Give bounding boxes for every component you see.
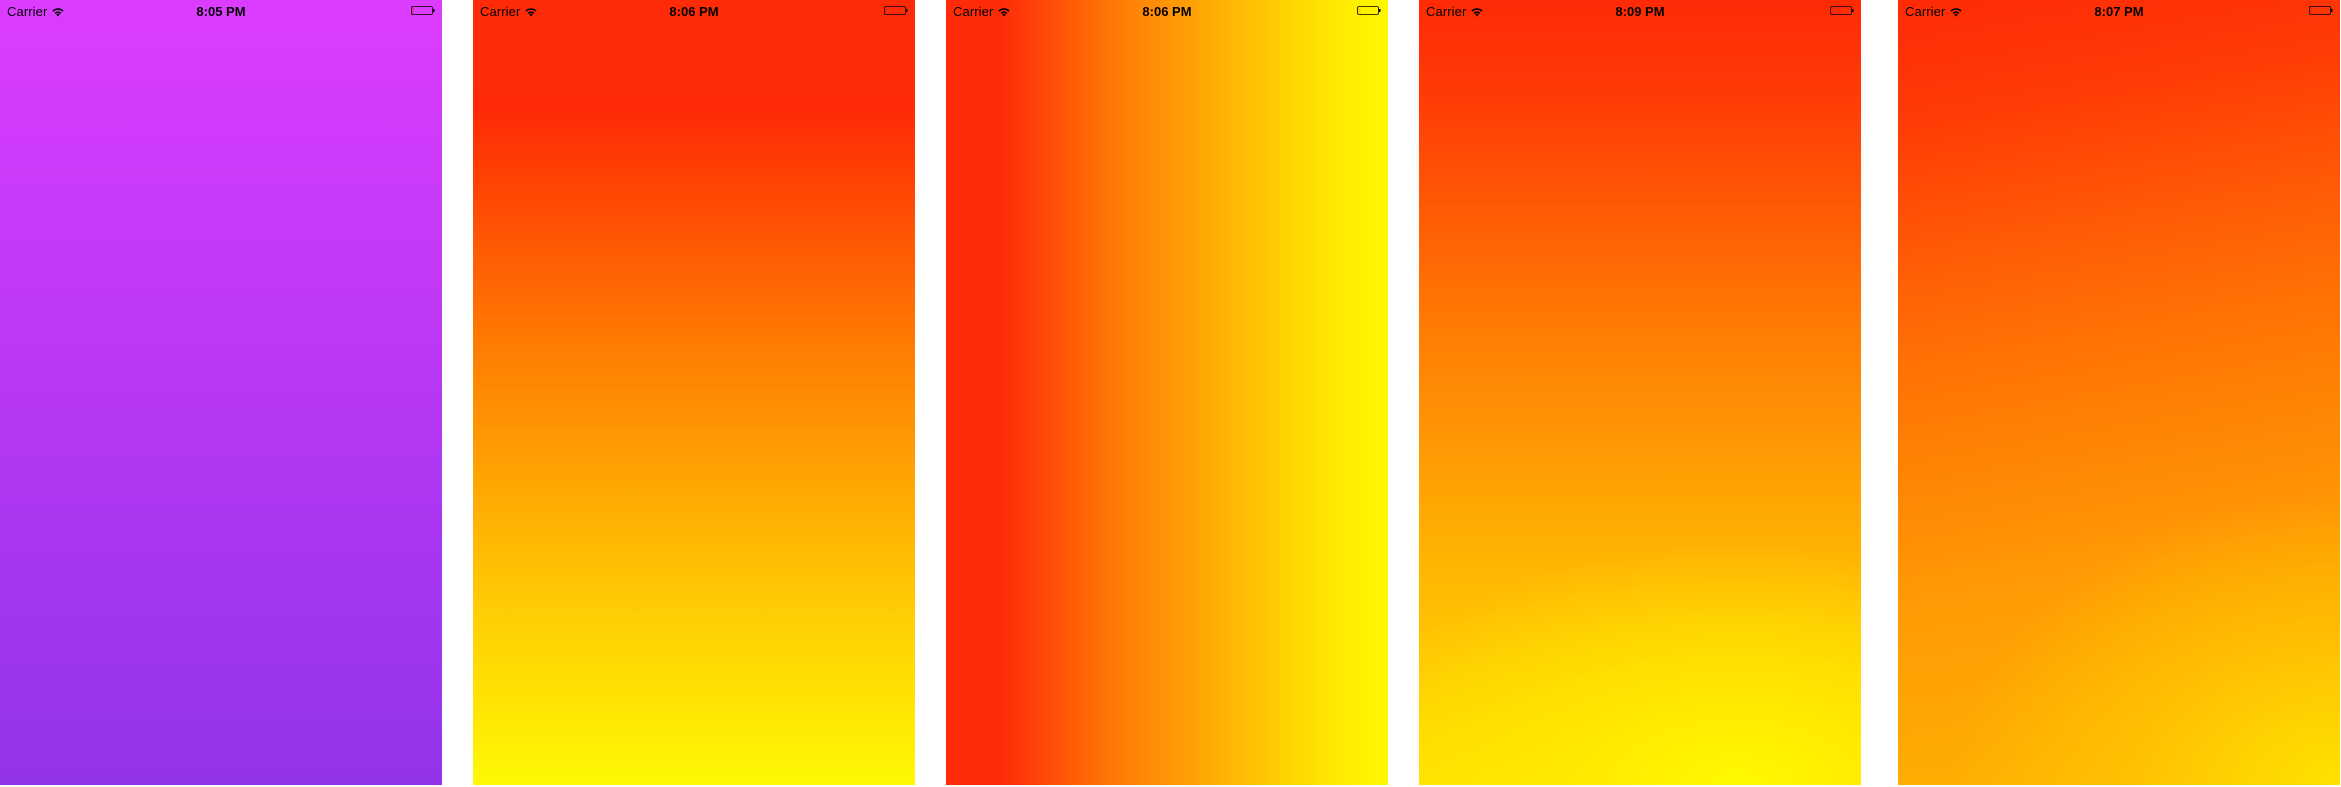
gradient-screen-4 xyxy=(1419,0,1861,785)
battery-level-fill xyxy=(1832,8,1833,14)
gradient-screen-5 xyxy=(1898,0,2340,785)
battery-icon xyxy=(1830,6,1854,15)
status-bar xyxy=(473,0,915,20)
gradient-screen-2 xyxy=(473,0,915,785)
carrier-label: Carrier xyxy=(1426,4,1467,19)
status-time: 8:06 PM xyxy=(669,4,719,19)
gradient-screen-3 xyxy=(946,0,1388,785)
status-time: 8:06 PM xyxy=(1142,4,1192,19)
battery-level-fill xyxy=(2311,8,2312,14)
carrier-label: Carrier xyxy=(7,4,48,19)
battery-level-fill xyxy=(886,8,887,14)
battery-icon xyxy=(884,6,908,15)
status-time: 8:09 PM xyxy=(1615,4,1665,19)
carrier-label: Carrier xyxy=(480,4,521,19)
status-time: 8:07 PM xyxy=(2094,4,2144,19)
status-bar xyxy=(1419,0,1861,20)
battery-level-fill xyxy=(1359,8,1361,14)
status-time: 8:05 PM xyxy=(196,4,246,19)
carrier-label: Carrier xyxy=(953,4,994,19)
battery-icon xyxy=(1357,6,1381,15)
battery-level-fill xyxy=(413,8,414,14)
battery-icon xyxy=(411,6,435,15)
gradient-screen-1 xyxy=(0,0,442,785)
status-bar xyxy=(0,0,442,20)
carrier-label: Carrier xyxy=(1905,4,1946,19)
status-bar xyxy=(1898,0,2340,20)
status-bar xyxy=(946,0,1388,20)
battery-icon xyxy=(2309,6,2333,15)
